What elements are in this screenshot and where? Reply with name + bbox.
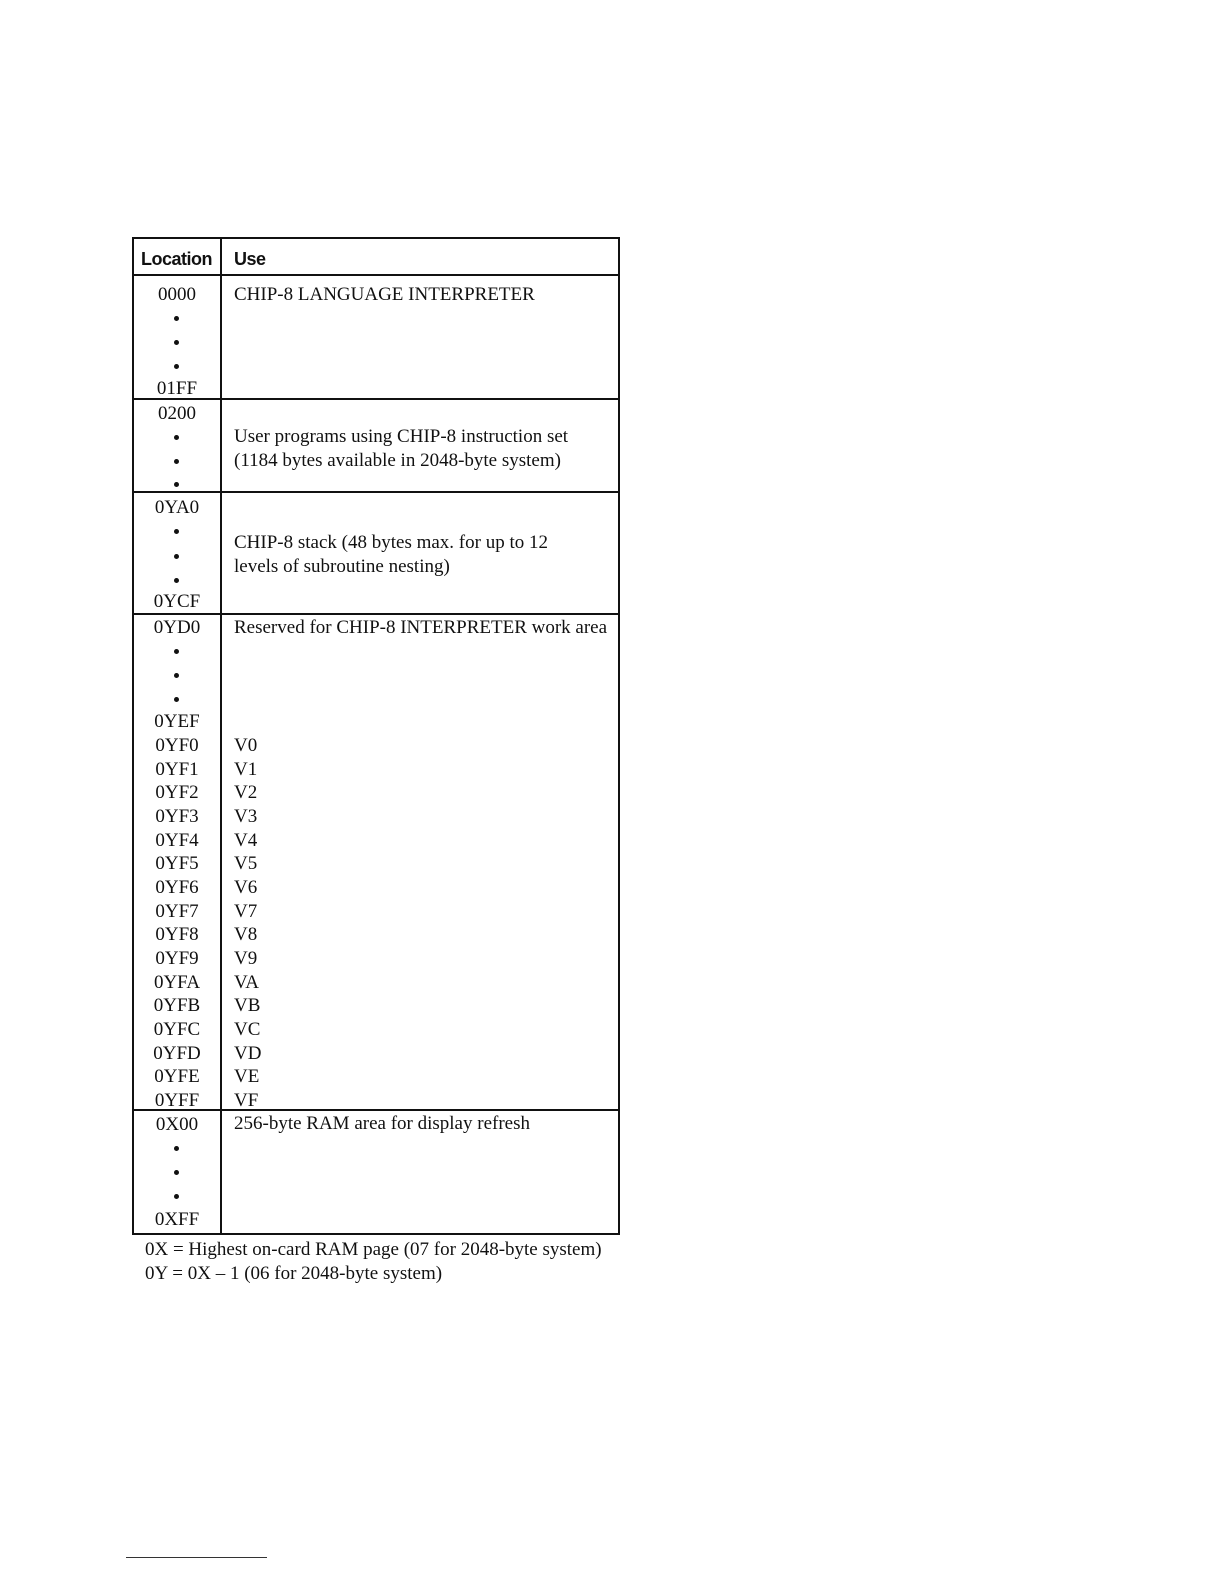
register-name: V7 bbox=[234, 901, 258, 922]
end-address: 01FF bbox=[156, 378, 198, 399]
memory-map-table bbox=[132, 237, 620, 1235]
register-address: 0YF2 bbox=[155, 782, 199, 803]
register-name: VA bbox=[234, 972, 259, 993]
end-address: 0XFF bbox=[154, 1209, 200, 1230]
ellipsis-dot bbox=[174, 482, 179, 487]
ellipsis-dot bbox=[174, 459, 179, 464]
register-name: VF bbox=[234, 1090, 259, 1111]
table-row-work-area bbox=[134, 613, 618, 1109]
table-footnotes bbox=[145, 1238, 602, 1286]
start-address: 0200 bbox=[158, 403, 196, 424]
ellipsis-dot bbox=[174, 1194, 179, 1199]
table-row-display-ram bbox=[134, 1109, 618, 1233]
use-text-line-2: levels of subroutine nesting) bbox=[234, 556, 450, 577]
ellipsis-dot bbox=[174, 364, 179, 369]
location-column-header: Location bbox=[141, 249, 212, 269]
table-row-stack bbox=[134, 491, 618, 613]
location-cell bbox=[134, 276, 222, 398]
use-text-line-2: (1184 bytes available in 2048-byte system) bbox=[234, 450, 561, 471]
register-address: 0YF4 bbox=[155, 830, 199, 851]
register-name: VE bbox=[234, 1066, 260, 1087]
register-address: 0YF6 bbox=[155, 877, 199, 898]
location-header-cell bbox=[134, 239, 222, 274]
ellipsis-dot bbox=[174, 649, 179, 654]
register-address: 0YF8 bbox=[155, 924, 199, 945]
use-column-header: Use bbox=[234, 249, 266, 269]
register-name: VB bbox=[234, 995, 261, 1016]
register-name: V1 bbox=[234, 759, 258, 780]
ellipsis-dot bbox=[174, 316, 179, 321]
register-address: 0YF9 bbox=[155, 948, 199, 969]
register-address: 0YF0 bbox=[155, 735, 199, 756]
use-header-cell bbox=[222, 239, 618, 274]
location-cell bbox=[134, 493, 222, 613]
ellipsis-dot bbox=[174, 697, 179, 702]
start-address: 0000 bbox=[158, 284, 196, 305]
use-text: Reserved for CHIP-8 INTERPRETER work area bbox=[234, 617, 608, 638]
register-name: V3 bbox=[234, 806, 258, 827]
footnote-separator-line bbox=[126, 1557, 267, 1558]
register-address: 0YFE bbox=[154, 1066, 200, 1087]
end-address: 0YEF bbox=[154, 711, 200, 732]
ellipsis-dot bbox=[174, 340, 179, 345]
register-name: VC bbox=[234, 1019, 261, 1040]
use-cell bbox=[222, 1111, 618, 1233]
ellipsis-dot bbox=[174, 1146, 179, 1151]
use-text: CHIP-8 LANGUAGE INTERPRETER bbox=[234, 284, 535, 305]
table-row-interpreter bbox=[134, 274, 618, 398]
register-address: 0YFC bbox=[153, 1019, 201, 1040]
register-address: 0YF1 bbox=[155, 759, 199, 780]
register-name: V4 bbox=[234, 830, 258, 851]
use-cell bbox=[222, 615, 618, 1109]
register-address: 0YF3 bbox=[155, 806, 199, 827]
ellipsis-dot bbox=[174, 673, 179, 678]
register-address: 0YFA bbox=[153, 972, 201, 993]
register-address: 0YFB bbox=[153, 995, 201, 1016]
use-cell bbox=[222, 276, 618, 398]
start-address: 0YA0 bbox=[154, 497, 200, 518]
register-name: VD bbox=[234, 1043, 262, 1064]
start-address: 0X00 bbox=[155, 1114, 199, 1135]
register-name: V8 bbox=[234, 924, 258, 945]
ellipsis-dot bbox=[174, 1170, 179, 1175]
footnote-0y: 0Y = 0X – 1 (06 for 2048-byte system) bbox=[145, 1263, 443, 1284]
footnote-0x: 0X = Highest on-card RAM page (07 for 2048-byte system) bbox=[145, 1239, 602, 1260]
use-text-line-1: User programs using CHIP-8 instruction set bbox=[234, 426, 569, 447]
ellipsis-dot bbox=[174, 435, 179, 440]
use-text-line-1: CHIP-8 stack (48 bytes max. for up to 12 bbox=[234, 532, 548, 553]
register-name: V6 bbox=[234, 877, 258, 898]
register-address: 0YF5 bbox=[155, 853, 199, 874]
use-text: 256-byte RAM area for display refresh bbox=[234, 1113, 530, 1134]
end-address: 0YCF bbox=[153, 591, 201, 612]
register-address: 0YFF bbox=[154, 1090, 200, 1111]
register-name: V9 bbox=[234, 948, 258, 969]
table-row-user-programs bbox=[134, 398, 618, 491]
register-name: V2 bbox=[234, 782, 258, 803]
location-cell bbox=[134, 400, 222, 491]
ellipsis-dot bbox=[174, 529, 179, 534]
register-address: 0YF7 bbox=[155, 901, 199, 922]
start-address: 0YD0 bbox=[153, 617, 201, 638]
table-header-row bbox=[134, 239, 618, 274]
register-address: 0YFD bbox=[153, 1043, 201, 1064]
ellipsis-dot bbox=[174, 578, 179, 583]
register-name: V5 bbox=[234, 853, 258, 874]
use-cell bbox=[222, 400, 618, 491]
location-cell bbox=[134, 1111, 222, 1233]
register-name: V0 bbox=[234, 735, 258, 756]
ellipsis-dot bbox=[174, 554, 179, 559]
location-cell bbox=[134, 615, 222, 1109]
use-cell bbox=[222, 493, 618, 613]
